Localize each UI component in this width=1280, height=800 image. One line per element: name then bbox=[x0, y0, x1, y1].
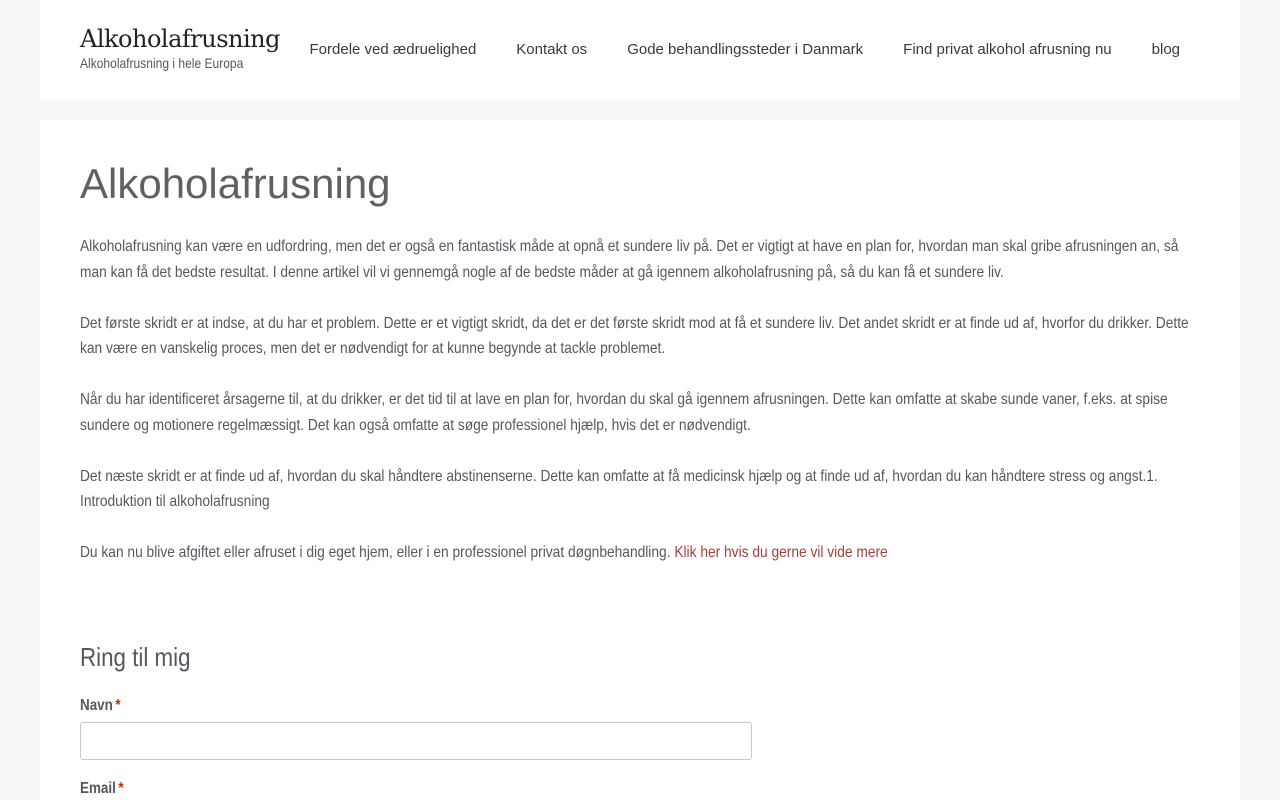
form-title: Ring til mig bbox=[80, 642, 191, 672]
site-branding bbox=[80, 24, 280, 72]
page-title: Alkoholafrusning bbox=[80, 160, 391, 207]
read-more-link[interactable]: Klik her hvis du gerne vil vide mere bbox=[674, 544, 888, 561]
article-paragraph: Alkoholafrusning kan være en udfordring, men det er også en fantastisk måde at opnå et sundere liv på. Det er vigtigt at have en plan for, hvordan man skal gribe afrusningen an, så man kan få det bedste resultat. I denne artikel vil vi gennemgå nogle af de bedste måder at gå igennem alkoholafrusning på, så du kan få et sundere liv. bbox=[80, 238, 1179, 281]
email-label bbox=[80, 780, 124, 798]
name-label-text: Navn bbox=[80, 697, 113, 714]
name-input[interactable] bbox=[80, 722, 752, 760]
required-marker: * bbox=[118, 780, 124, 797]
article-body bbox=[80, 234, 1200, 566]
required-marker: * bbox=[115, 697, 121, 714]
nav-item-fordele[interactable]: Fordele ved ædruelighed bbox=[309, 41, 477, 58]
cta-text: Du kan nu blive afgiftet eller afruset i dig eget hjem, eller i en professionel privat døgnbehandling. bbox=[80, 544, 675, 561]
site-header bbox=[40, 0, 1240, 100]
article bbox=[80, 120, 1200, 797]
email-label-text: Email bbox=[80, 780, 116, 797]
main-content bbox=[40, 120, 1240, 800]
cta-paragraph bbox=[80, 540, 1200, 566]
nav-item-behandlingssteder[interactable]: Gode behandlingssteder i Danmark bbox=[627, 41, 864, 58]
name-label bbox=[80, 697, 121, 715]
site-title-link[interactable]: Alkoholafrusning bbox=[80, 25, 280, 53]
article-paragraph: Når du har identificeret årsagerne til, at du drikker, er det tid til at lave en plan for, hvordan du skal gå igennem afrusningen. Dette kan omfatte at skabe sunde vaner, f.eks. at spise sundere og motionere regelmæssigt. Det kan også omfatte at søge professionel hjælp, hvis det er nødvendigt. bbox=[80, 391, 1168, 434]
article-paragraph: Det næste skridt er at finde ud af, hvordan du skal håndtere abstinenserne. Dette kan omfatte at få medicinsk hjælp og at finde ud af, hvordan du kan håndtere stress og angst.1. Introduktion til alkoholafrusning bbox=[80, 467, 1158, 510]
nav-item-blog[interactable]: blog bbox=[1151, 41, 1180, 58]
site-tagline: Alkoholafrusning i hele Europa bbox=[80, 55, 244, 71]
nav-item-find-afrusning[interactable]: Find privat alkohol afrusning nu bbox=[903, 41, 1112, 58]
article-paragraph: Det første skridt er at indse, at du har et problem. Dette er et vigtigt skridt, da det er det første skridt mod at få et sundere liv. Det andet skridt er at finde ud af, hvorfor du drikker. Dette kan være en vanskelig proces, men det er nødvendigt for at kunne begynde at tackle problemet. bbox=[80, 314, 1189, 357]
main-navigation bbox=[290, 0, 1200, 100]
nav-item-kontakt[interactable]: Kontakt os bbox=[516, 41, 588, 58]
